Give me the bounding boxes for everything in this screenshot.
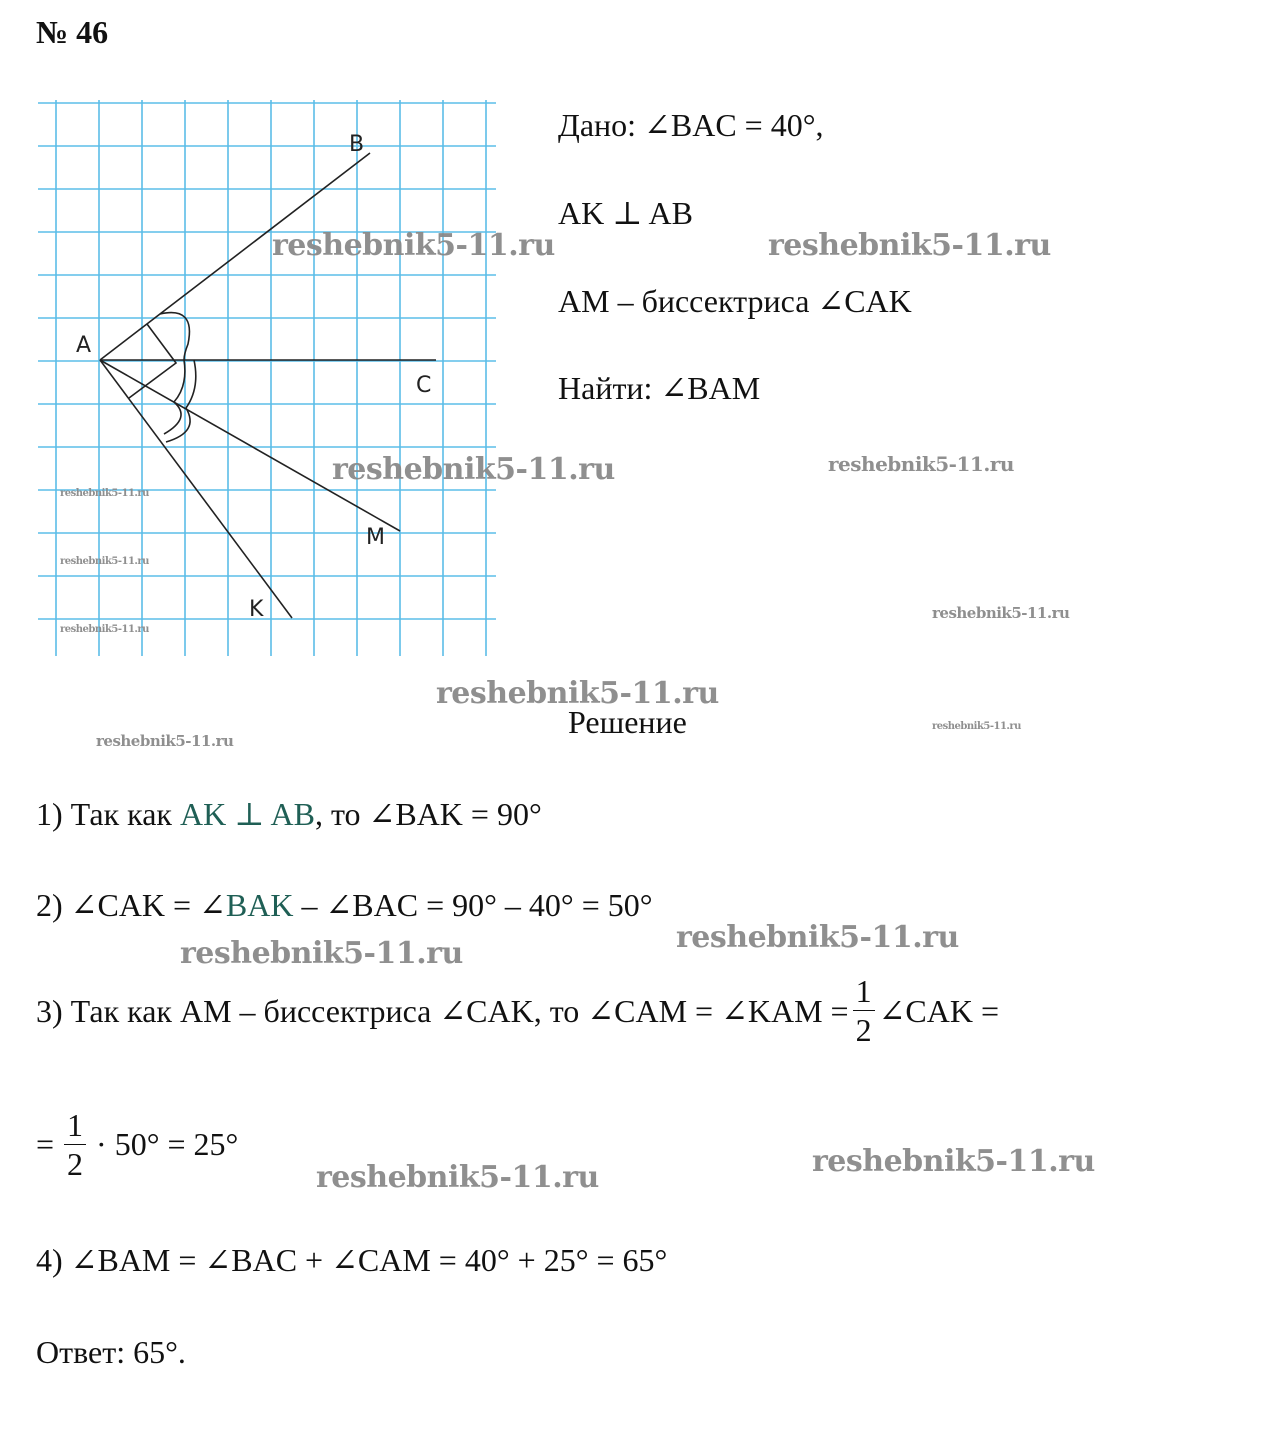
- watermark: reshebnik5-11.ru: [60, 488, 149, 499]
- step-2-text-b: – ∠BAC = 90° – 40° = 50°: [293, 887, 653, 923]
- arc-cam: [174, 360, 185, 402]
- watermark: reshebnik5-11.ru: [932, 721, 1021, 732]
- label-b: B: [349, 132, 365, 157]
- watermark: reshebnik5-11.ru: [332, 452, 615, 487]
- watermark: reshebnik5-11.ru: [316, 1160, 599, 1195]
- step-3b-text-a: =: [36, 1126, 55, 1162]
- watermark: reshebnik5-11.ru: [828, 452, 1014, 476]
- step-1-green: AK ⊥ AB: [179, 796, 315, 832]
- fraction-denominator: 2: [855, 1012, 872, 1048]
- geometry-figure: [36, 96, 498, 658]
- arc-cam-outer: [186, 360, 196, 408]
- watermark: reshebnik5-11.ru: [436, 676, 719, 711]
- watermark: reshebnik5-11.ru: [676, 920, 959, 955]
- watermark: reshebnik5-11.ru: [768, 228, 1051, 263]
- watermark: reshebnik5-11.ru: [60, 624, 149, 635]
- step-3-text-b: ∠CAK =: [878, 992, 1000, 1029]
- find-line: Найти: ∠BAM: [558, 370, 761, 406]
- watermark: reshebnik5-11.ru: [272, 228, 555, 263]
- arc-mak: [164, 402, 181, 434]
- fraction-one-half: [853, 975, 875, 1046]
- fraction-numerator-2: 1: [64, 1109, 86, 1145]
- step-1-text-a: 1) Так как: [36, 796, 180, 832]
- watermark: reshebnik5-11.ru: [60, 556, 149, 567]
- step-2-green: BAK: [225, 887, 294, 923]
- step-3b-text-b: · 50° = 25°: [96, 1126, 239, 1162]
- answer: Ответ: 65°.: [36, 1334, 186, 1370]
- given-line-3: AM – биссектриса ∠CAK: [558, 283, 912, 319]
- step-1-text-b: , то ∠BAK = 90°: [314, 796, 542, 832]
- label-k: K: [249, 597, 264, 622]
- step-3-text-a: 3) Так как AM – биссектриса ∠CAK, то ∠CAM = ∠KAM =: [36, 992, 849, 1029]
- fraction-numerator: 1: [853, 975, 875, 1011]
- arc-mak-outer: [166, 408, 190, 442]
- solution-step-3: [36, 975, 999, 1046]
- fraction-denominator-2: 2: [67, 1146, 84, 1182]
- given-line-1: Дано: ∠BAC = 40°,: [558, 107, 824, 143]
- given-line-2: AK ⊥ AB: [558, 195, 693, 231]
- problem-number: № 46: [36, 14, 109, 50]
- step-2-text-a: 2) ∠CAK = ∠: [36, 887, 226, 923]
- solution-step-1: [36, 795, 542, 833]
- watermark: reshebnik5-11.ru: [180, 936, 463, 971]
- watermark: reshebnik5-11.ru: [932, 604, 1070, 622]
- label-c: C: [416, 373, 432, 398]
- solution-heading: Решение: [568, 704, 687, 740]
- watermark: reshebnik5-11.ru: [96, 732, 234, 750]
- watermark: reshebnik5-11.ru: [812, 1144, 1095, 1179]
- solution-step-4: 4) ∠BAM = ∠BAC + ∠CAM = 40° + 25° = 65°: [36, 1242, 668, 1278]
- solution-step-2: [36, 886, 653, 924]
- label-m: M: [366, 525, 385, 550]
- fraction-one-half-2: [64, 1109, 86, 1180]
- label-a: A: [76, 333, 92, 358]
- solution-step-3-continued: [36, 1109, 238, 1180]
- rays: [100, 153, 436, 618]
